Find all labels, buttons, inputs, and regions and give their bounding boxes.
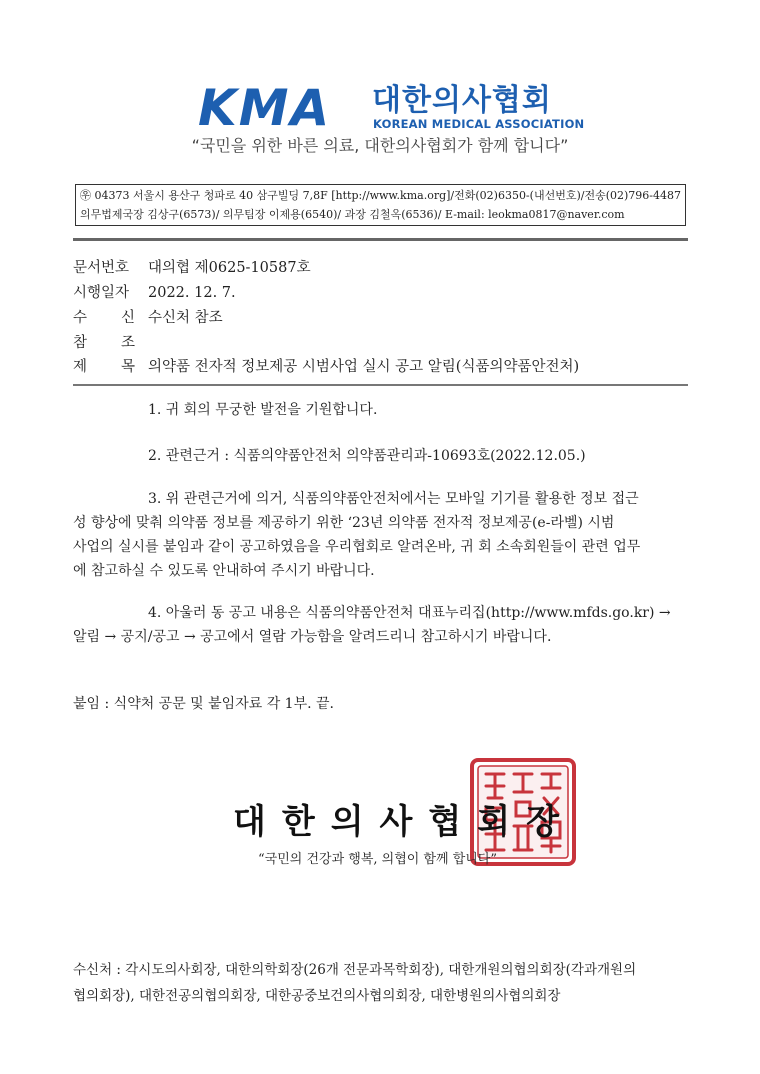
contact-line-2: 의무법제국장 김상구(6573)/ 의무팀장 이제용(6540)/ 과장 김철옥(6536)/ E-mail: leokma0817@naver.com <box>80 208 625 221</box>
contact-box <box>75 184 686 226</box>
doc-number-value: 대의협 제0625-10587호 <box>148 260 311 276</box>
signature-title: 대한의사협회장 <box>233 802 575 842</box>
subject-label: 제 목 <box>73 359 136 375</box>
paragraph-3-line-4: 에 참고하실 수 있도록 안내하여 주시기 바랍니다. <box>73 563 375 579</box>
doc-number-label: 문서번호 <box>73 260 130 276</box>
divider-meta <box>73 384 688 386</box>
paragraph-3-line-2: 성 향상에 맞춰 의약품 정보를 제공하기 위한 ‘23년 의약품 전자적 정보제공(e-라벨) 시범 <box>73 515 615 531</box>
recipient-value: 수신처 참조 <box>148 310 223 326</box>
signature-slogan: “국민의 건강과 행복, 의협이 함께 합니다” <box>258 852 498 867</box>
paragraph-3-line-3: 사업의 실시를 붙임과 같이 공고하였음을 우리협회로 알려온바, 귀 회 소속회원들이 관련 업무 <box>73 539 641 555</box>
date-value: 2022. 12. 7. <box>148 285 236 301</box>
kma-logo-letters: KMA <box>198 79 332 137</box>
kma-logo-korean: 대한의사협회 <box>372 83 552 118</box>
doc-number-row <box>73 258 311 278</box>
date-row <box>73 283 236 303</box>
contact-line-1: ㉾ 04373 서울시 용산구 청파로 40 삼구빌딩 7,8F [http://www.kma.org]/전화(02)6350-(내선번호)/전송(02)796-4487 <box>80 189 681 202</box>
reference-label: 참 조 <box>73 335 136 351</box>
subject-row <box>73 357 579 377</box>
paragraph-2: 2. 관련근거 : 식품의약품안전처 의약품관리과-10693호(2022.12.05.) <box>148 448 586 464</box>
paragraph-4-line-2: 알림 → 공지/공고 → 공고에서 열람 가능함을 알려드리니 참고하시기 바랍니다. <box>73 629 552 645</box>
subject-value: 의약품 전자적 정보제공 시범사업 실시 공고 알림(식품의약품안전처) <box>148 359 580 375</box>
date-label: 시행일자 <box>73 285 130 301</box>
paragraph-3-line-1: 3. 위 관련근거에 의거, 식품의약품안전처에서는 모바일 기기를 활용한 정보 접근 <box>148 491 639 507</box>
recipient-label: 수 신 <box>73 310 136 326</box>
attachment-line: 붙임 : 식약처 공문 및 붙임자료 각 1부. 끝. <box>73 696 334 712</box>
kma-logo-english: KOREAN MEDICAL ASSOCIATION <box>373 117 585 131</box>
paragraph-4-line-1: 4. 아울러 동 공고 내용은 식품의약품안전처 대표누리집(http://www.mfds.go.kr) → <box>148 605 671 621</box>
paragraph-1: 1. 귀 회의 무궁한 발전을 기원합니다. <box>148 402 378 418</box>
header-slogan: “국민을 위한 바른 의료, 대한의사협회가 함께 합니다” <box>191 136 569 155</box>
recipients-line-1: 수신처 : 각시도의사회장, 대한의학회장(26개 전문과목학회장), 대한개원의협의회장(각과개원의 <box>73 962 637 978</box>
reference-row <box>73 333 148 353</box>
divider-top <box>73 238 688 241</box>
recipients-line-2: 협의회장), 대한전공의협의회장, 대한공중보건의사협의회장, 대한병원의사협의회장 <box>73 988 561 1004</box>
recipient-row <box>73 308 223 328</box>
